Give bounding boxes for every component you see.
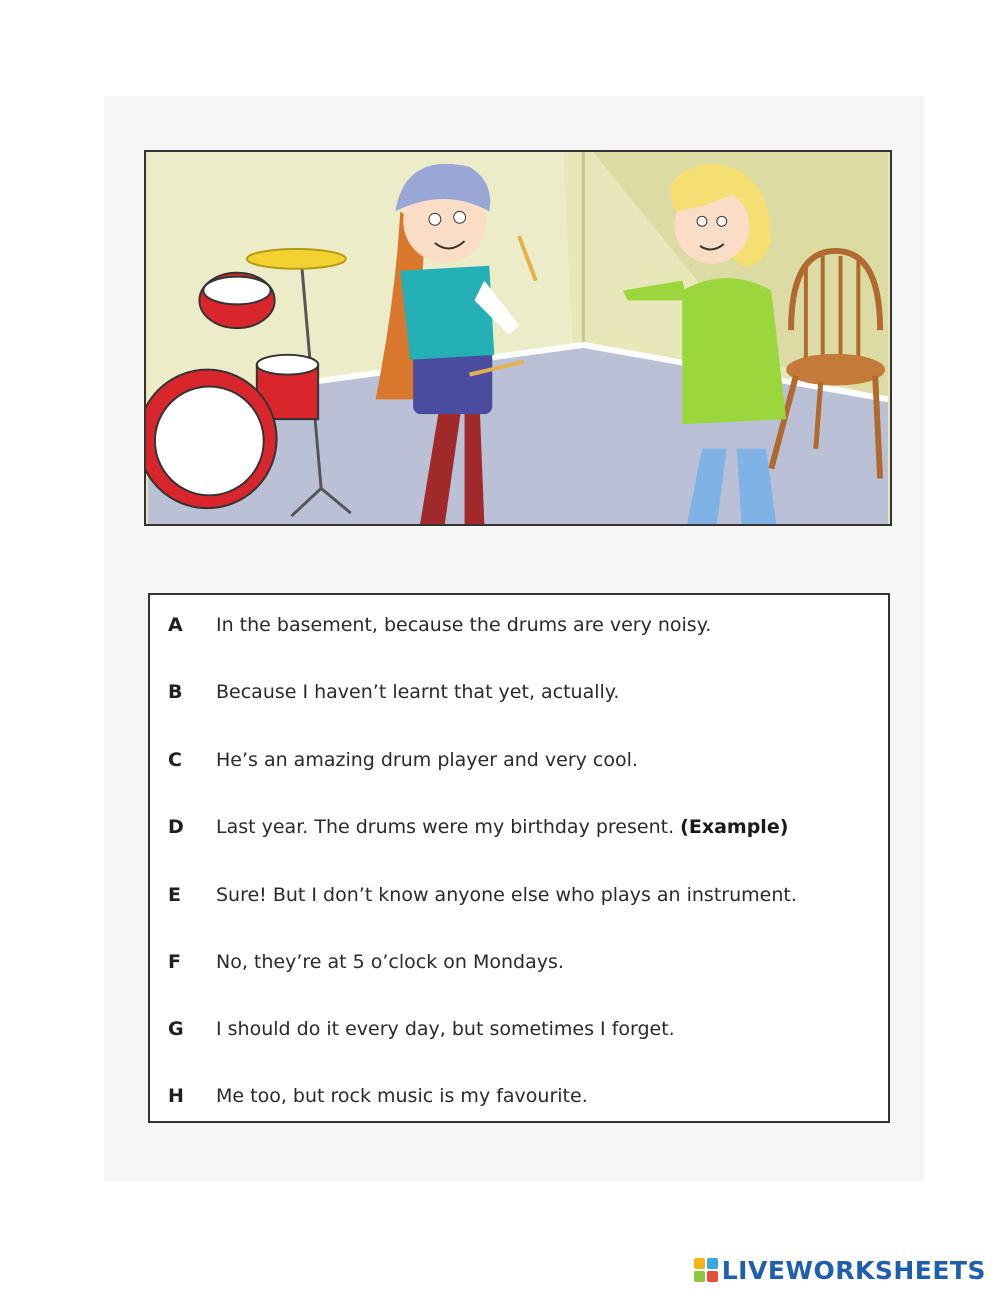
answer-row-d [150, 807, 888, 847]
option-letter: A [168, 614, 183, 636]
option-letter: D [168, 816, 184, 838]
example-tag: (Example) [680, 816, 789, 838]
option-letter: C [168, 749, 182, 771]
option-text: Me too, but rock music is my favourite. [216, 1085, 588, 1107]
answer-row-e [150, 875, 888, 915]
answer-row-c [150, 740, 888, 780]
option-letter: B [168, 681, 183, 703]
option-text: He’s an amazing drum player and very cool. [216, 749, 638, 771]
illustration-canvas [146, 152, 890, 524]
brand-name: LIVEWORKSHEETS [721, 1255, 986, 1285]
answer-row-f [150, 942, 888, 982]
liveworksheets-logo[interactable] [694, 1254, 986, 1286]
liveworksheets-grid-icon [694, 1258, 718, 1282]
answer-row-g [150, 1009, 888, 1049]
option-text: Because I haven’t learnt that yet, actually. [216, 681, 620, 703]
option-text: Last year. The drums were my birthday present. (Example) [216, 816, 789, 838]
option-letter: H [168, 1085, 184, 1107]
option-text: Sure! But I don’t know anyone else who plays an instrument. [216, 884, 797, 906]
option-letter: G [168, 1018, 184, 1040]
answer-row-b [150, 672, 888, 712]
option-letter: E [168, 884, 181, 906]
answer-row-a [150, 605, 888, 645]
option-text: No, they’re at 5 o’clock on Mondays. [216, 951, 564, 973]
option-text: I should do it every day, but sometimes I forget. [216, 1018, 675, 1040]
drums-scene-illustration [144, 150, 892, 526]
answer-options-box [148, 593, 890, 1123]
option-text: In the basement, because the drums are very noisy. [216, 614, 712, 636]
option-letter: F [168, 951, 181, 973]
answer-row-h [150, 1076, 888, 1116]
